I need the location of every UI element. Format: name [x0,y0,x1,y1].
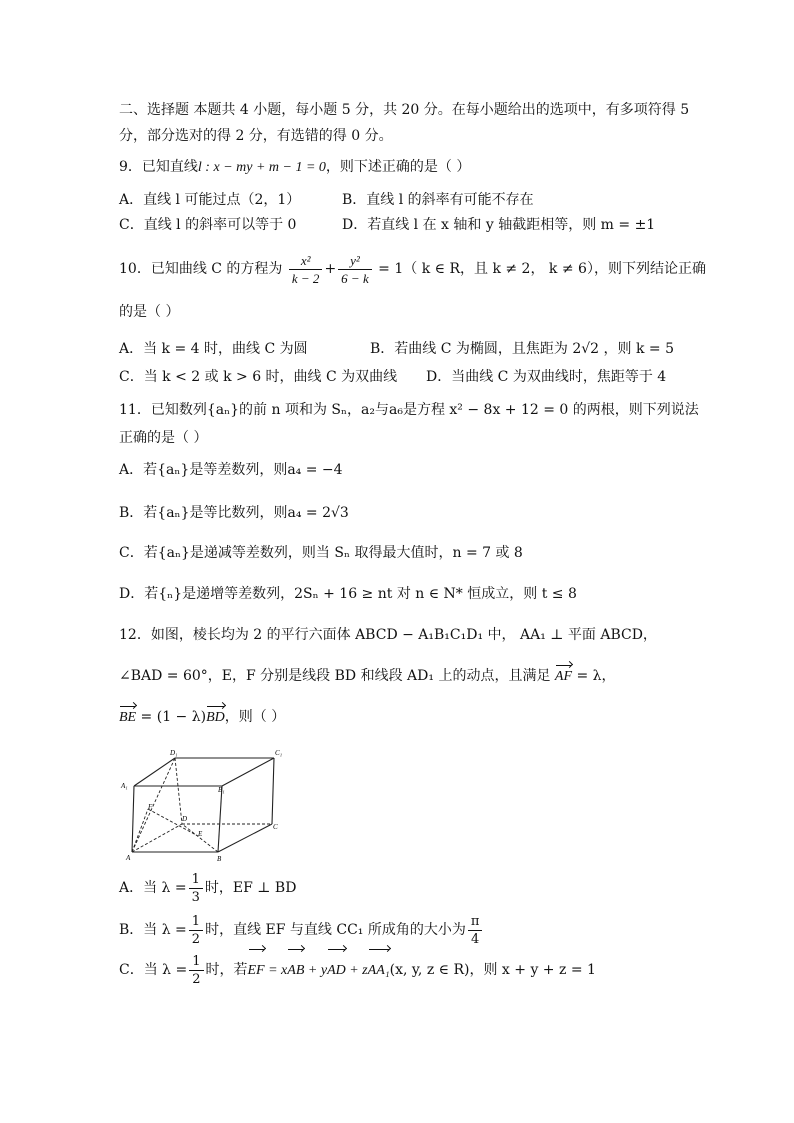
label-d: D [182,815,188,823]
q10-option-b: B．若曲线 C 为椭圆，且焦距为 2√2 ，则 k = 5 [370,341,675,357]
q10-option-a: A．当 k = 4 时，曲线 C 为圆 [119,341,308,357]
label-d1: D₁ [170,749,178,757]
q12-c-fraction [189,953,203,988]
q12-option-c [119,950,596,991]
q12-stem-line3-end: ，则（ ） [224,709,286,725]
q12-c-vector-ab: AB [287,951,304,991]
label-b: B [217,855,222,863]
q12-stem-line2-b: = λ， [572,668,616,684]
q10-frac2-den: 6 − k [341,270,369,286]
q12-c-den: 2 [192,971,201,987]
q12-option-b [119,910,484,950]
q9-option-d: D．若直线 l 在 x 轴和 y 轴截距相等，则 m = ±1 [342,217,656,233]
q12-a-fraction [189,871,203,906]
label-f: F [148,803,153,811]
q12-stem-line2-a: ∠BAD = 60°，E，F 分别是线段 BD 和线段 AD₁ 上的动点，且满足 [119,668,551,684]
q11-option-c: C．若{aₙ}是递减等差数列，则当 Sₙ 取得最大值时，n = 7 或 8 [119,545,523,561]
q12-a-suffix: 时，EF ⊥ BD [204,880,297,896]
q12-option-a [119,868,296,908]
q12-vector-af: AF [555,667,572,687]
q12-c-vector-ef: EF [248,951,265,991]
q12-b-fraction [189,913,203,948]
q12-b-den: 2 [191,931,201,947]
label-c1: C₁ [275,749,283,757]
q9-option-a: A．直线 l 可能过点（2，1） [119,192,301,208]
label-b1: B₁ [218,786,225,794]
label-a1: A₁ [121,782,128,790]
q9-option-c: C．直线 l 的斜率可以等于 0 [119,217,297,233]
q9-option-b: B．直线 l 的斜率有可能不存在 [342,192,534,208]
q12-vector-be: BE [119,708,136,728]
q9-stem-suffix: ，则下述正确的是（ ） [325,159,471,175]
q12-c-vector-ad: AD [327,951,346,991]
q9-stem-math: l : x − my + m − 1 = 0 [197,160,326,175]
q12-b-mid: 时，直线 EF 与直线 CC₁ 所成角的大小为 [205,922,466,938]
q12-b-prefix: B．当 λ = [119,922,187,938]
q12-c-plus1: + y [304,963,328,978]
q12-b-pnum: π [468,913,483,931]
q10-stem-line2: 的是（ ） [119,304,180,320]
q12-b-pden: 4 [470,931,480,947]
q12-stem-line3 [119,707,285,728]
q12-stem-line3-mid: = (1 − λ) [136,709,207,725]
q12-c-mid: 时，若 [205,962,248,978]
label-a: A [126,854,131,862]
q10-frac2-num: y² [338,252,372,270]
parallelepiped-figure [118,744,288,864]
q11-stem-line2: 正确的是（ ） [119,430,208,446]
q12-stem-line2 [119,666,616,687]
q11-option-b: B．若{aₙ}是等比数列，则a₄ = 2√3 [119,505,349,521]
q10-frac1-den: k − 2 [291,270,320,286]
q12-a-den: 3 [191,889,200,905]
q9-stem [119,157,470,178]
q10-fraction-x [289,252,323,287]
label-e: E [198,830,203,838]
q12-c-vector-aa1: AA₁ [368,951,390,991]
q12-b-num: 1 [189,913,203,931]
q10-frac1-num: x² [289,252,323,270]
q12-vector-bd: BD [206,708,225,728]
q12-a-num: 1 [189,871,203,889]
q10-fraction-y [338,252,372,287]
section-instruction-line1: 二、选择题 本题共 4 小题，每小题 5 分，共 20 分。在每小题给出的选项中，有多项符得 5 [119,102,690,118]
q12-c-num: 1 [189,953,203,971]
q10-plus: + [324,261,337,277]
q11-stem-line1: 11．已知数列{aₙ}的前 n 项和为 Sₙ，a₂与a₆是方程 x² − 8x + 12 = 0 的两根，则下列说法 [119,402,699,418]
q12-a-prefix: A．当 λ = [119,880,187,896]
q9-stem-prefix: 9．已知直线 [119,159,198,175]
q11-option-d: D．若{ₙ}是递增等差数列，2Sₙ + 16 ≥ nt 对 n ∈ N* 恒成立，则 t ≤ 8 [119,586,577,602]
q12-c-plus2: + z [345,963,368,978]
q11-option-a: A．若{aₙ}是等差数列，则a₄ = −4 [119,462,343,478]
q10-stem-prefix: 10．已知曲线 C 的方程为 [119,261,283,277]
q12-c-end: (x, y, z ∈ R)，则 x + y + z = 1 [389,962,596,978]
q10-option-d: D．当曲线 C 为双曲线时，焦距等于 4 [426,369,667,385]
q12-stem-line1: 12．如图，棱长均为 2 的平行六面体 ABCD − A₁B₁C₁D₁ 中， AA₁ ⊥ 平面 ABCD， [119,627,657,643]
q12-c-prefix: C．当 λ = [119,962,188,978]
label-c: C [273,823,278,831]
section-instruction-line2: 分，部分选对的得 2 分，有选错的得 0 分。 [119,128,393,144]
q10-stem [119,250,706,288]
q10-stem-suffix: = 1（ k ∈ R，且 k ≠ 2， k ≠ 6），则下列结论正确 [378,261,706,277]
q12-b-pi-fraction [468,913,483,948]
q10-option-c: C．当 k < 2 或 k > 6 时，曲线 C 为双曲线 [119,369,398,385]
q12-c-eq: = x [264,963,288,978]
